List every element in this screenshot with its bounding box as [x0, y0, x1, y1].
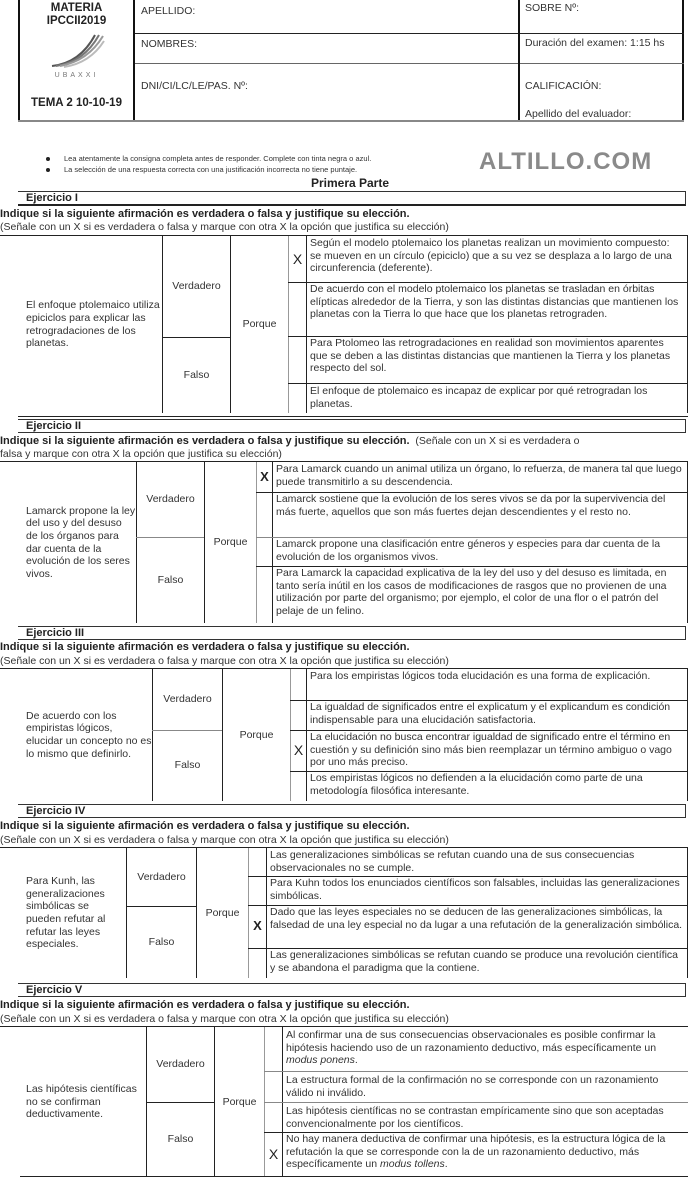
checkbox-option-2[interactable] — [257, 492, 272, 537]
dni-field[interactable]: DNI/CI/LC/LE/PAS. Nº: — [141, 80, 248, 92]
header-bottom-rule — [18, 120, 684, 122]
justification-option[interactable]: De acuerdo con el modelo ptolemaico los planetas se trasladan en órbitas elípticas alrededor de la Tierra, y son las distintas distancias que mantienen los planetas con la Tierra lo que hace que los planetas retrograden. — [310, 283, 679, 321]
exercise-subinstruction: (Señale con un X si es verdadera o falsa y marque con otra X la opción que justifica su elección) — [0, 834, 449, 846]
falso-option[interactable]: Falso — [148, 935, 175, 948]
exercise-title: Ejercicio I — [18, 191, 686, 206]
statement: Las hipótesis científicas no se confirman deductivamente. — [26, 1083, 137, 1121]
checkbox-option-4[interactable] — [257, 566, 272, 623]
checkbox-option-3[interactable] — [289, 336, 306, 383]
tema-label: TEMA 2 10-10-19 — [31, 97, 122, 109]
calificacion-field[interactable]: CALIFICACIÓN: — [525, 80, 602, 92]
statement: Para Kunh, las generalizaciones simbólicas se pueden refutar al refutar las leyes especiales. — [26, 875, 106, 951]
bullet-icon — [46, 168, 50, 172]
x-mark[interactable]: X — [268, 1145, 279, 1162]
justification-option[interactable]: Para los empiristas lógicos toda elucidación es una forma de explicación. — [310, 670, 651, 682]
section-title: Primera Parte — [310, 176, 390, 190]
justification-option[interactable]: Para Lamarck cuando un animal utiliza un órgano, lo refuerza, de manera tal que luego puede transmitirlo a su descendencia. — [276, 463, 682, 488]
header-exam-box — [518, 0, 684, 122]
checkbox-option-2[interactable] — [265, 1071, 282, 1102]
checkbox-option-3[interactable] — [265, 1102, 282, 1132]
materia-code: IPCCII2019 — [46, 15, 107, 27]
divider — [18, 416, 688, 417]
divider — [520, 33, 684, 34]
checkbox-option-2[interactable] — [249, 876, 266, 905]
exercise-subinstruction: falsa y marque con otra X la opción que justifica su elección) — [0, 448, 282, 460]
porque-label: Porque — [239, 728, 274, 741]
materia-label: MATERIA — [50, 2, 103, 14]
justification-option[interactable]: La estructura formal de la confirmación no se corresponde con un razonamiento válido ni inválido. — [286, 1074, 659, 1099]
justification-option[interactable]: No hay manera deductiva de confirmar una hipótesis, es la estructura lógica de la refutación la que se corresponde con la de un razonamiento deductivo, más específicamente un modus tollens. — [286, 1133, 666, 1171]
header-student-box — [135, 0, 518, 122]
checkbox-option-1[interactable] — [249, 848, 266, 876]
falso-option[interactable]: Falso — [157, 573, 184, 586]
divider — [520, 63, 684, 64]
checkbox-option-4[interactable] — [289, 383, 306, 413]
falso-option[interactable]: Falso — [183, 368, 210, 381]
justification-option[interactable]: Los empiristas lógicos no defienden a la elucidación como parte de una metodología filosófica interesante. — [310, 772, 643, 797]
exercise-subinstruction: (Señale con un X si es verdadera o falsa y marque con otra X la opción que justifica su elección) — [0, 1013, 449, 1025]
checkbox-option-2[interactable] — [291, 700, 306, 730]
justification-option[interactable]: Las hipótesis científicas no se contrastan empíricamente sino que son aceptadas convencionalmente por los científicos. — [286, 1105, 664, 1130]
verdadero-option[interactable]: Verdadero — [137, 870, 186, 883]
checkbox-option-2[interactable] — [289, 282, 306, 336]
justification-option[interactable]: Al confirmar una de sus consecuencias observacionales es posible confirmar la hipótesis haciendo uso de un razonamiento deductivo, más específicamente un modus ponens. — [286, 1029, 657, 1067]
exercise-instruction: Indique si la siguiente afirmación es verdadera o falsa y justifique su elección. (Señale con un X si es verdadera o — [0, 435, 580, 447]
exercise-instruction: Indique si la siguiente afirmación es verdadera o falsa y justifique su elección. — [0, 641, 410, 653]
justification-option[interactable]: Para Kuhn todos los enunciados científicos son falsables, incluidas las generalizaciones simbólicas. — [270, 877, 680, 902]
logo-text: UBAXXI — [54, 72, 99, 79]
justification-option[interactable]: La elucidación no busca encontrar igualdad de significado entre el término en cuestión y su definición sino más bien reemplazar un término ambiguo o vago por uno más preciso. — [310, 731, 672, 769]
porque-label: Porque — [222, 1095, 257, 1108]
exercise-subinstruction: (Señale con un X si es verdadera o falsa y marque con otra X la opción que justifica su elección) — [0, 221, 449, 233]
exercise-1-table — [20, 236, 688, 413]
justification-option[interactable]: El enfoque de ptolemaico es incapaz de explicar por qué retrogradan los planetas. — [310, 385, 648, 410]
bullet-icon — [46, 157, 50, 161]
porque-label: Porque — [213, 536, 248, 549]
exercise-3-table — [20, 669, 688, 801]
verdadero-option[interactable]: Verdadero — [156, 1058, 205, 1071]
exercise-title: Ejercicio V — [18, 983, 686, 997]
justification-option[interactable]: Dado que las leyes especiales no se deducen de las generalizaciones simbólicas, la falsedad de una ley especial no da lugar a una refutación de la generalización simbólica. — [270, 906, 683, 931]
duracion-label: Duración del examen: 1:15 hs — [525, 37, 665, 49]
checkbox-option-3[interactable] — [257, 537, 272, 566]
exercise-instruction: Indique si la siguiente afirmación es verdadera o falsa y justifique su elección. — [0, 208, 410, 220]
divider — [135, 33, 518, 34]
divider — [135, 63, 518, 64]
x-mark[interactable]: X — [293, 742, 304, 759]
ubaxxi-logo-icon — [50, 33, 105, 68]
justification-option[interactable]: Para Lamarck la capacidad explicativa de la ley del uso y del desuso es limitada, en tanto sería inútil en los casos de modificaciones de rasgos que no provienen de una utilización por parte del organismo; por ejemplo, el color de una flor o el patrón del pelaje de un felino. — [276, 567, 667, 617]
justification-option[interactable]: La igualdad de significados entre el explicatum y el explicandum es condición indispensable para una elucidación satisfactoria. — [310, 701, 671, 726]
statement: De acuerdo con los empiristas lógicos, elucidar un concepto no es lo mismo que definirlo. — [26, 709, 152, 760]
justification-option[interactable]: Según el modelo ptolemaico los planetas realizan un movimiento compuesto: se mueven en un círculo (epiciclo) que a su vez se desplaza a lo largo de una circunferencia (deferente). — [310, 237, 672, 275]
verdadero-option[interactable]: Verdadero — [163, 693, 212, 706]
x-mark[interactable]: X — [260, 468, 269, 484]
statement: El enfoque ptolemaico utiliza epiciclos para explicar las retrogradaciones de los planetas. — [26, 299, 160, 350]
exercise-subinstruction: (Señale con un X si es verdadera o falsa y marque con otra X la opción que justifica su elección) — [0, 655, 449, 667]
justification-option[interactable]: Para Ptolomeo las retrogradaciones en realidad son movimientos aparentes que se deben a las distintas distancias que mantienen la Tierra y los planetas respecto del sol. — [310, 337, 671, 375]
porque-label: Porque — [242, 318, 277, 331]
checkbox-option-4[interactable] — [249, 948, 266, 978]
instruction-item: La selección de una respuesta correcta con una justificación incorrecta no tiene puntaje. — [46, 165, 357, 174]
nombres-field[interactable]: NOMBRES: — [141, 38, 198, 50]
verdadero-option[interactable]: Verdadero — [172, 280, 221, 293]
falso-option[interactable]: Falso — [174, 759, 201, 772]
exercise-4-table — [20, 848, 688, 978]
header-subject-box — [18, 0, 135, 122]
justification-option[interactable]: Lamarck propone una clasificación entre géneros y especies para dar cuenta de la evolución de los organismos vivos. — [276, 538, 661, 563]
apellido-field[interactable]: APELLIDO: — [141, 5, 196, 17]
falso-option[interactable]: Falso — [167, 1133, 194, 1146]
exercise-instruction: Indique si la siguiente afirmación es verdadera o falsa y justifique su elección. — [0, 820, 410, 832]
evaluador-field[interactable]: Apellido del evaluador: — [525, 108, 632, 120]
statement: Lamarck propone la ley del uso y del desuso de los órganos para dar cuenta de la evolución de los seres vivos. — [26, 504, 136, 580]
instruction-item: Lea atentamente la consigna completa antes de responder. Complete con tinta negra o azul. — [46, 154, 371, 163]
x-mark[interactable]: X — [253, 918, 262, 934]
justification-option[interactable]: Lamarck sostiene que la evolución de los seres vivos se da por la supervivencia del más fuerte, aquellos que son más fuertes dejan descendientes y el resto no. — [276, 493, 666, 518]
sobre-field[interactable]: SOBRE Nº: — [525, 2, 580, 14]
exercise-title: Ejercicio IV — [18, 804, 686, 818]
exercise-title: Ejercicio II — [18, 419, 686, 433]
porque-label: Porque — [205, 906, 240, 919]
justification-option[interactable]: Las generalizaciones simbólicas se refutan cuando una de sus consecuencias observacionales no se cumple. — [270, 849, 635, 874]
verdadero-option[interactable]: Verdadero — [146, 493, 195, 506]
exercise-2-table — [20, 462, 688, 623]
checkbox-option-4[interactable] — [291, 771, 306, 801]
exercise-instruction: Indique si la siguiente afirmación es verdadera o falsa y justifique su elección. — [0, 999, 410, 1011]
checkbox-option-1[interactable] — [265, 1027, 282, 1071]
watermark: ALTILLO.COM — [479, 148, 653, 175]
x-mark[interactable]: X — [292, 250, 303, 267]
justification-option[interactable]: Las generalizaciones simbólicas se refutan cuando se produce una revolución científica y se abandona el paradigma que la contiene. — [270, 949, 678, 974]
exercise-title: Ejercicio III — [18, 626, 686, 640]
checkbox-option-1[interactable] — [291, 669, 306, 700]
exercise-5-table — [20, 1027, 688, 1177]
